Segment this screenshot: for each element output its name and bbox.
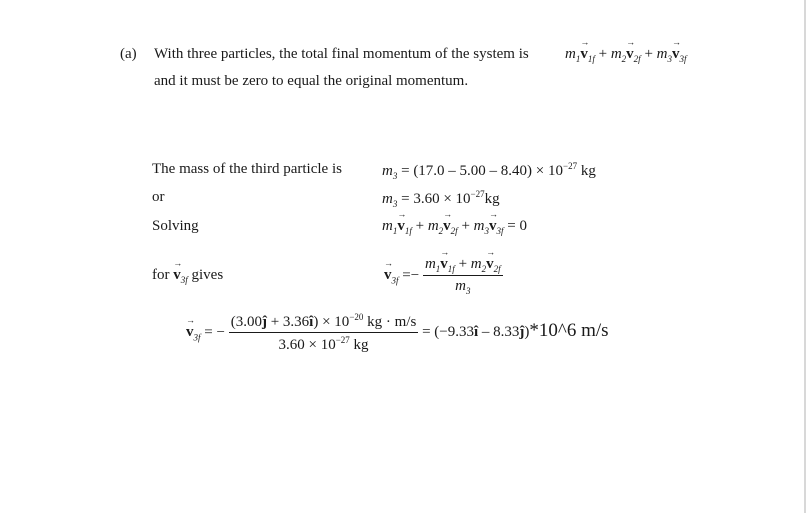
mass-label: The mass of the third particle is <box>152 161 342 177</box>
momentum-conservation-equation: $m_1\to v_{1f} + m_2\to v_{2f} + m_3\to v_{3f} = 0$ <box>382 218 527 236</box>
mass-result-equation: $m_3 = 3.60 \times 10^{-27}kg$ <box>382 189 500 209</box>
part-label: (a) <box>120 46 137 62</box>
v3f-answer: = (−9.33î – 8.33ĵ)*10^6 m/s <box>422 320 609 342</box>
page-edge-divider <box>804 0 806 513</box>
part-a-text-line2: and it must be zero to equal the original momentum. <box>154 73 469 89</box>
for-v3f-label: for → $v_{3f}$ gives <box>152 267 223 285</box>
total-momentum-expression: $m_1\to v_{1f} + m_2\to v_{2f} + m_3\to v_{3f}$ <box>565 46 687 64</box>
or-label: or <box>152 189 165 205</box>
mass-equation: $m_3 = (17.0 - 5.00 - 8.40) \times 10^{-27}$ kg <box>382 161 596 181</box>
part-a-text-line1: With three particles, the total final momentum of the system is <box>154 46 529 62</box>
v3f-numeric-equation: → $v_{3f}$ = − $\frac{(3.00ĵ + 3.36î) \times 10^{-20} kg \cdot m/s}{3.60 \times 10^{-27} kg}$ = (−9.33î – 8.33ĵ)*10^6 m/s <box>186 312 609 354</box>
solving-label: Solving <box>152 218 199 234</box>
v3f-symbolic-equation: → $v_{3f}$ =− $\frac{m_1\to v_{1f} + m_2\to v_{2f}}{m_3}$ <box>384 256 503 296</box>
